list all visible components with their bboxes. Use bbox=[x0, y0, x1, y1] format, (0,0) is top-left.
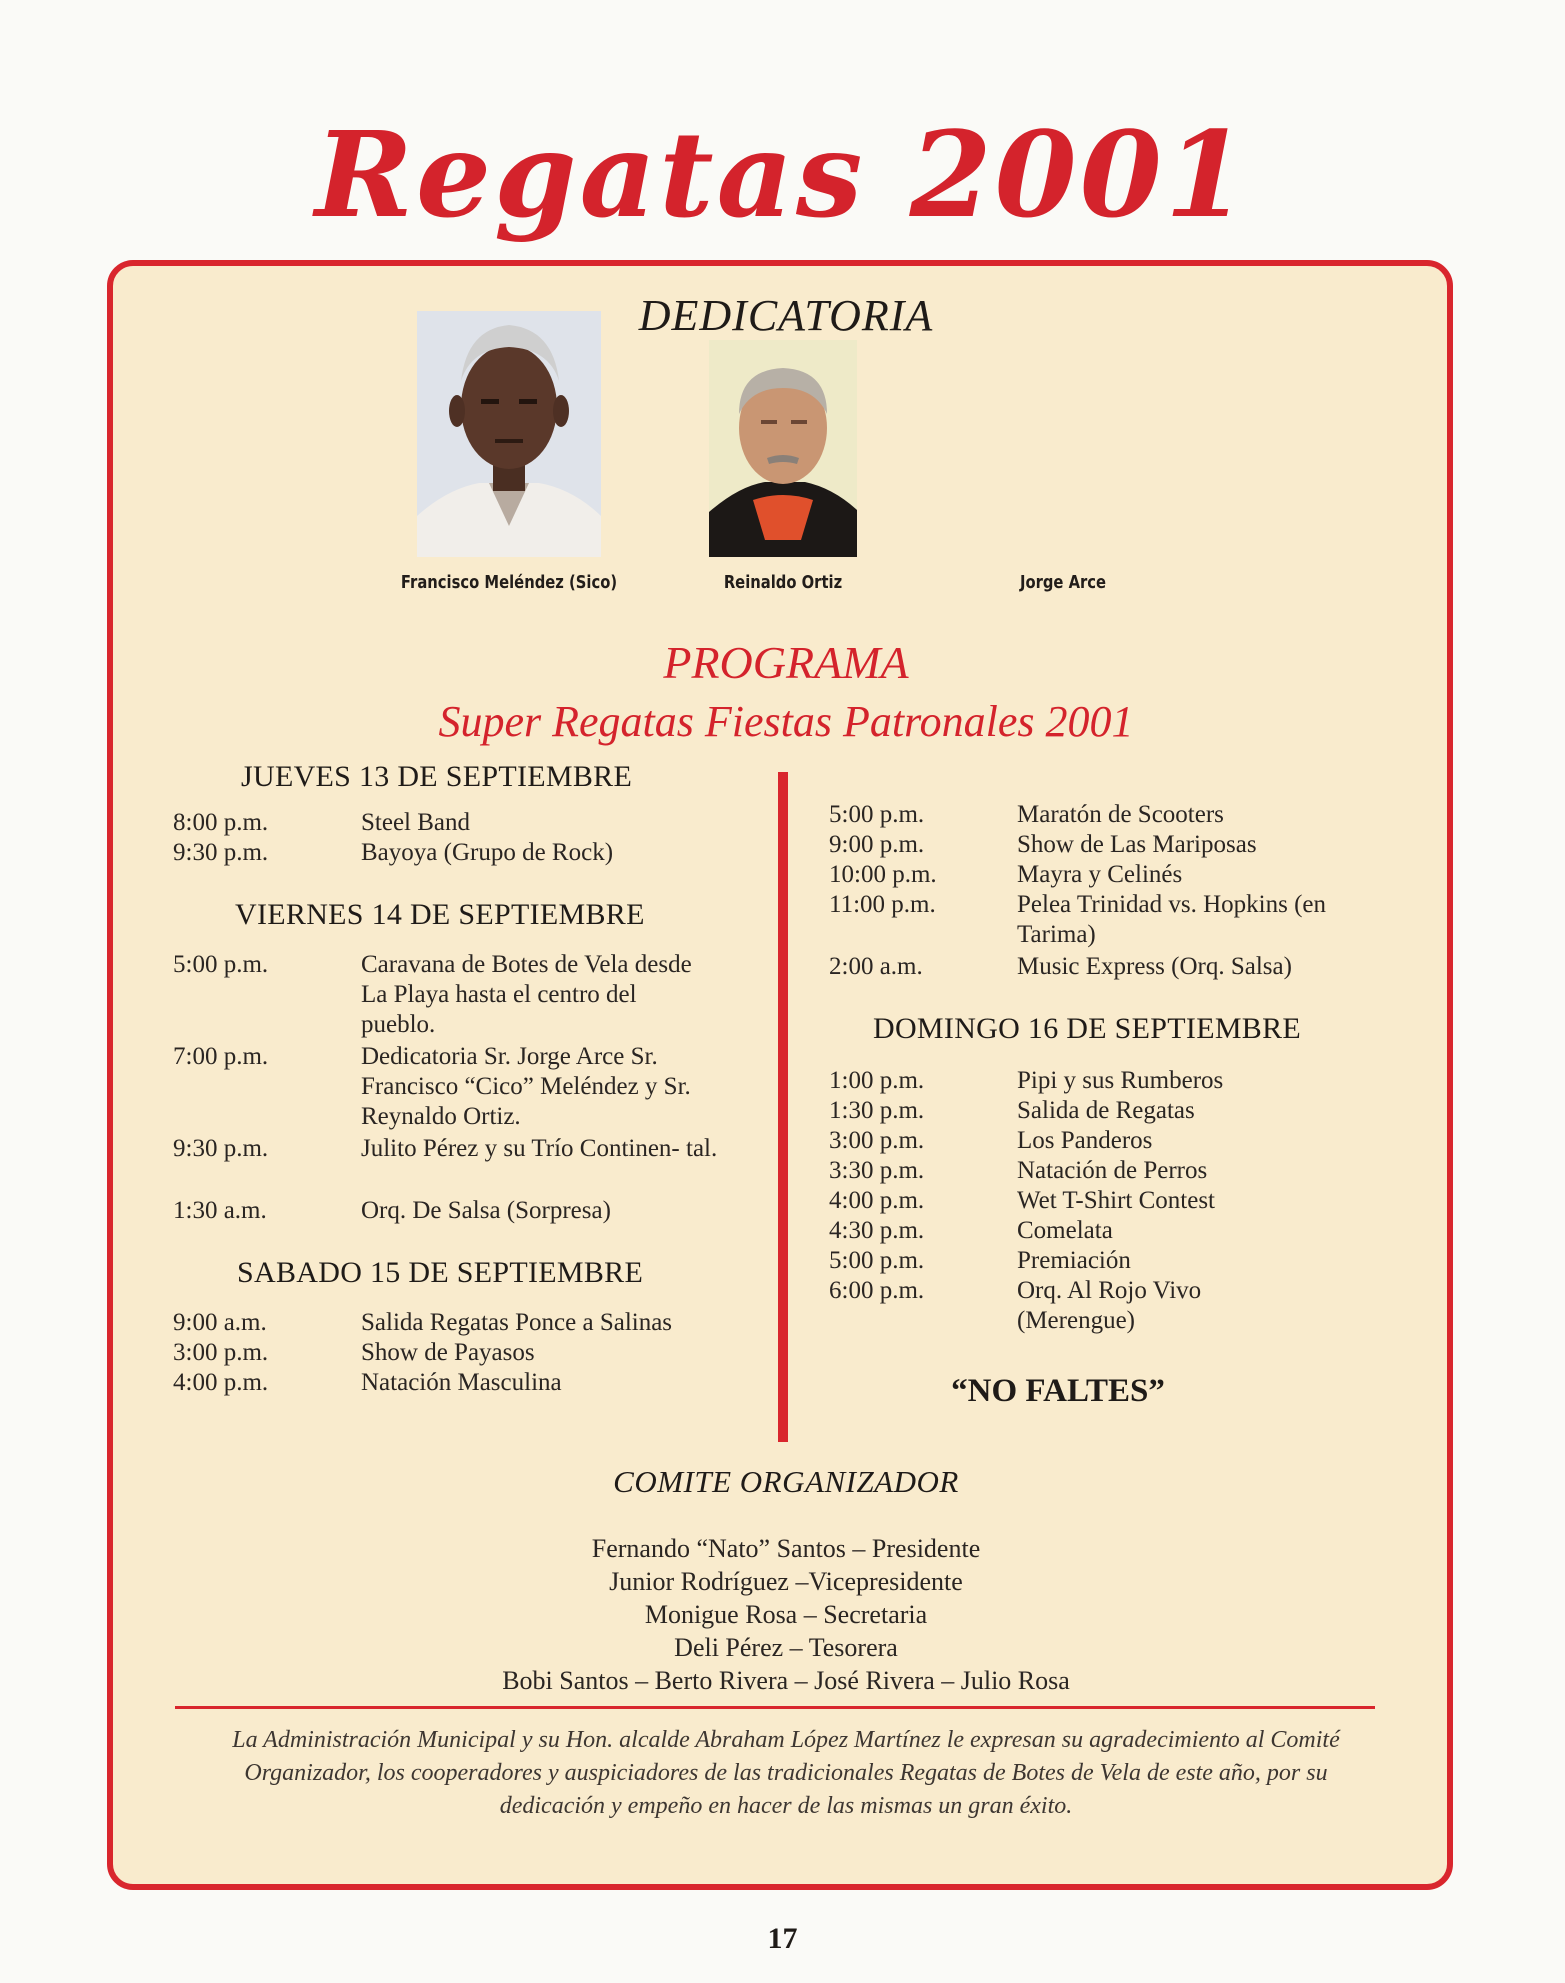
event-time: 1:00 p.m. bbox=[829, 1067, 925, 1094]
day-heading-jueves: JUEVES 13 DE SEPTIEMBRE bbox=[241, 760, 633, 793]
event-time: 3:00 p.m. bbox=[829, 1127, 925, 1154]
event-activity: Caravana de Botes de Vela desde La Playa hasta el centro del pueblo. bbox=[361, 951, 692, 1038]
photo-francisco-melendez bbox=[417, 311, 601, 557]
event-activity: Pelea Trinidad vs. Hopkins (en Tarima) bbox=[1017, 891, 1327, 948]
event-activity: Show de Las Mariposas bbox=[1017, 831, 1257, 858]
event-time: 4:00 p.m. bbox=[173, 1369, 269, 1396]
programa-subtitle: Super Regatas Fiestas Patronales 2001 bbox=[438, 697, 1134, 746]
list-item bbox=[829, 1126, 1429, 1156]
list-item bbox=[829, 800, 1429, 830]
list-item bbox=[173, 1196, 753, 1226]
event-time: 3:30 p.m. bbox=[829, 1157, 925, 1184]
event-activity: Natación de Perros bbox=[1017, 1157, 1208, 1184]
event-activity: Music Express (Orq. Salsa) bbox=[1017, 953, 1292, 980]
list-item bbox=[829, 860, 1429, 890]
event-time: 10:00 p.m. bbox=[829, 861, 937, 888]
list-item bbox=[829, 1216, 1429, 1246]
event-time: 5:00 p.m. bbox=[829, 801, 925, 828]
event-time: 2:00 a.m. bbox=[829, 953, 923, 980]
event-activity: Salida Regatas Ponce a Salinas bbox=[361, 1309, 673, 1336]
event-activity: Orq. Al Rojo Vivo (Merengue) bbox=[1017, 1277, 1202, 1334]
day-heading-viernes: VIERNES 14 DE SEPTIEMBRE bbox=[235, 898, 645, 931]
list-item bbox=[829, 1156, 1429, 1186]
event-time: 9:30 p.m. bbox=[173, 839, 269, 866]
list-item bbox=[829, 830, 1429, 860]
event-time: 7:00 p.m. bbox=[173, 1043, 269, 1070]
event-time: 9:00 p.m. bbox=[829, 831, 925, 858]
column-divider bbox=[778, 772, 788, 1442]
event-time: 4:00 p.m. bbox=[829, 1187, 925, 1214]
separator-line bbox=[175, 1706, 1375, 1709]
event-time: 9:30 p.m. bbox=[173, 1135, 269, 1162]
event-activity: Comelata bbox=[1017, 1217, 1113, 1244]
list-item bbox=[829, 1276, 1429, 1336]
event-time: 6:00 p.m. bbox=[829, 1277, 925, 1304]
list-item bbox=[829, 1246, 1429, 1276]
comite-members bbox=[113, 1532, 1459, 1697]
page-number: 17 bbox=[767, 1922, 798, 1955]
event-time: 1:30 a.m. bbox=[173, 1197, 267, 1224]
member-line: Bobi Santos – Berto Rivera – José Rivera – Julio Rosa bbox=[502, 1666, 1070, 1695]
dedicatoria-title: DEDICATORIA bbox=[638, 291, 934, 340]
event-activity: Natación Masculina bbox=[361, 1369, 562, 1396]
caption-reinaldo-ortiz: Reinaldo Ortiz bbox=[723, 572, 843, 593]
thanks-paragraph: La Administración Municipal y su Hon. alcalde Abraham López Martínez le expresan su agradecimiento al Comité Organizador, los cooperadores y auspiciadores de las tradicionales Regatas de Botes de Vela de este año, por su dedicación y empeño en hacer de las mismas un gran éxito. bbox=[232, 1727, 1340, 1819]
member-line: Monigue Rosa – Secretaria bbox=[644, 1600, 928, 1629]
page-title: Regatas 2001 bbox=[314, 105, 1250, 244]
member-line: Deli Pérez – Tesorera bbox=[674, 1633, 898, 1662]
event-activity: Salida de Regatas bbox=[1017, 1097, 1195, 1124]
list-item bbox=[829, 1066, 1429, 1096]
event-time: 8:00 p.m. bbox=[173, 809, 269, 836]
event-activity: Dedicatoria Sr. Jorge Arce Sr. Francisco “Cico” Meléndez y Sr. Reynaldo Ortiz. bbox=[361, 1043, 691, 1130]
content-panel bbox=[107, 260, 1453, 1890]
event-activity: Wet T-Shirt Contest bbox=[1017, 1187, 1215, 1214]
comite-title: COMITE ORGANIZADOR bbox=[613, 1464, 959, 1499]
list-item bbox=[829, 1186, 1429, 1216]
day-heading-sabado: SABADO 15 DE SEPTIEMBRE bbox=[237, 1256, 644, 1289]
event-time: 11:00 p.m. bbox=[829, 891, 936, 918]
programa-title: PROGRAMA bbox=[663, 637, 909, 688]
event-activity: Maratón de Scooters bbox=[1017, 801, 1224, 828]
list-item bbox=[173, 838, 753, 868]
list-item bbox=[829, 890, 1429, 950]
event-activity: Mayra y Celinés bbox=[1017, 861, 1183, 888]
day-heading-domingo: DOMINGO 16 DE SEPTIEMBRE bbox=[873, 1012, 1302, 1045]
list-item bbox=[829, 952, 1429, 982]
member-line: Junior Rodríguez –Vicepresidente bbox=[609, 1567, 963, 1596]
caption-francisco-melendez: Francisco Meléndez (Sico) bbox=[400, 572, 618, 593]
member-line: Fernando “Nato” Santos – Presidente bbox=[591, 1534, 981, 1563]
event-time: 5:00 p.m. bbox=[173, 951, 269, 978]
list-item bbox=[173, 808, 753, 838]
caption-jorge-arce: Jorge Arce bbox=[1019, 572, 1107, 593]
list-item bbox=[829, 1096, 1429, 1126]
list-item bbox=[173, 1134, 753, 1194]
photo-reinaldo-ortiz bbox=[709, 340, 857, 557]
event-time: 1:30 p.m. bbox=[829, 1097, 925, 1124]
event-time: 5:00 p.m. bbox=[829, 1247, 925, 1274]
list-item bbox=[173, 1308, 753, 1338]
event-activity: Premiación bbox=[1017, 1247, 1131, 1274]
event-activity: Julito Pérez y su Trío Continen- tal. bbox=[361, 1135, 718, 1162]
event-activity: Orq. De Salsa (Sorpresa) bbox=[361, 1197, 611, 1224]
event-activity: Show de Payasos bbox=[361, 1339, 535, 1366]
event-time: 4:30 p.m. bbox=[829, 1217, 925, 1244]
list-item bbox=[173, 1338, 753, 1368]
event-activity: Steel Band bbox=[361, 809, 471, 836]
event-activity: Los Panderos bbox=[1017, 1127, 1153, 1154]
event-time: 3:00 p.m. bbox=[173, 1339, 269, 1366]
list-item bbox=[173, 1368, 753, 1398]
list-item bbox=[173, 1042, 753, 1132]
event-time: 9:00 a.m. bbox=[173, 1309, 267, 1336]
event-activity: Bayoya (Grupo de Rock) bbox=[361, 839, 614, 866]
list-item bbox=[173, 950, 753, 1040]
event-activity: Pipi y sus Rumberos bbox=[1017, 1067, 1224, 1094]
no-faltes-text: “NO FALTES” bbox=[951, 1373, 1165, 1409]
